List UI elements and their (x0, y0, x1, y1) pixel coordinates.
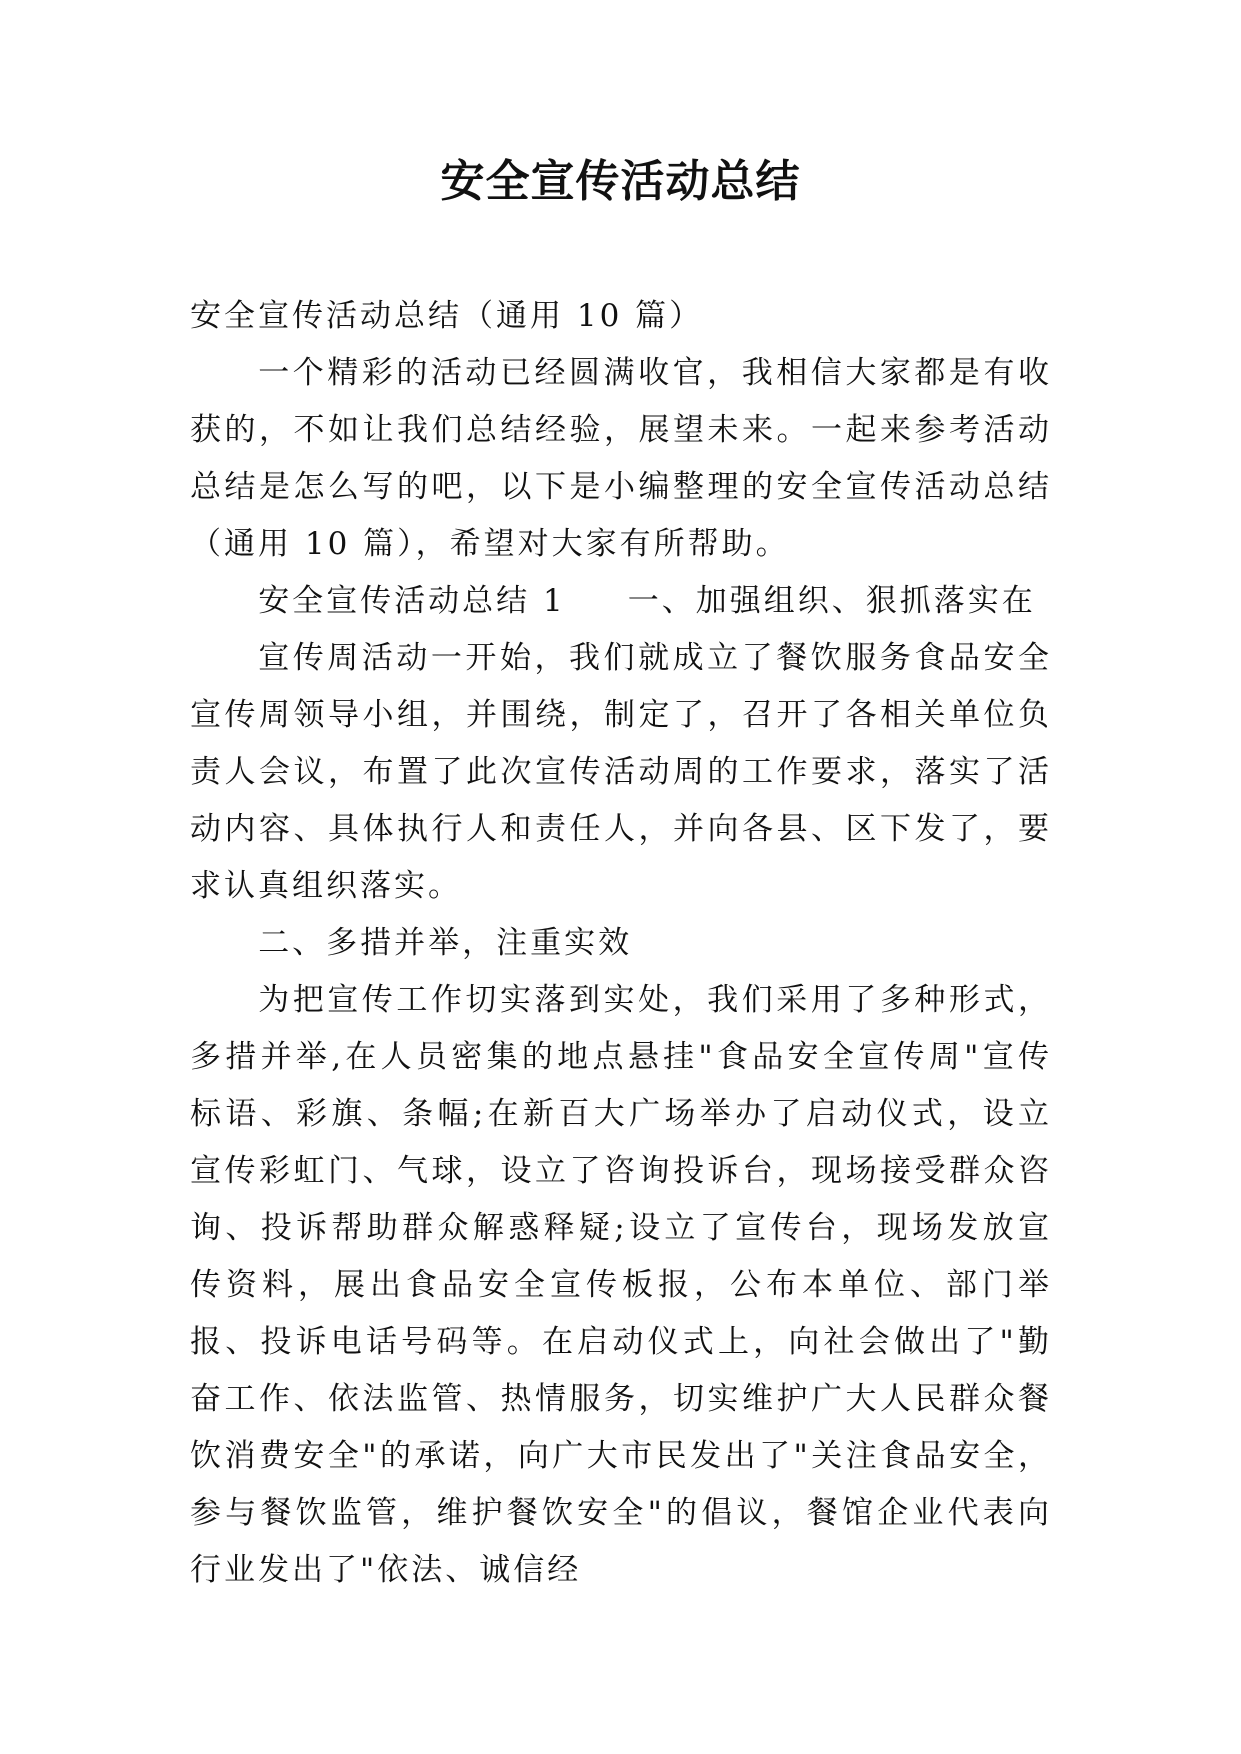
section1-point1: 一、加强组织、狠抓落实在 (627, 583, 1036, 619)
intro-paragraph: 一个精彩的活动已经圆满收官，我相信大家都是有收获的，不如让我们总结经验，展望未来。一起来参考活动总结是怎么写的吧，以下是小编整理的安全宣传活动总结（通用 10 篇），希望对大家有所帮助。 (190, 355, 1052, 562)
section-heading-line (190, 573, 1052, 630)
document-subtitle: 安全宣传活动总结（通用 10 篇） (190, 298, 704, 334)
paragraph-1: 宣传周活动一开始，我们就成立了餐饮服务食品安全宣传周领导小组，并围绕，制定了，召开了各相关单位负责人会议，布置了此次宣传活动周的工作要求，落实了活动内容、具体执行人和责任人，并向各县、区下发了，要求认真组织落实。 (190, 640, 1052, 904)
paragraph-2: 为把宣传工作切实落到实处，我们采用了多种形式，多措并举,在人员密集的地点悬挂"食品安全宣传周"宣传标语、彩旗、条幅;在新百大广场举办了启动仪式，设立宣传彩虹门、气球，设立了咨询投诉台，现场接受群众咨询、投诉帮助群众解惑释疑;设立了宣传台，现场发放宣传资料，展出食品安全宣传板报，公布本单位、部门举报、投诉电话号码等。在启动仪式上，向社会做出了"勤奋工作、依法监管、热情服务，切实维护广大人民群众餐饮消费安全"的承诺，向广大市民发出了"关注食品安全，参与餐饮监管，维护餐饮安全"的倡议，餐馆企业代表向行业发出了"依法、诚信经 (190, 982, 1052, 1588)
document-title: 安全宣传活动总结 (440, 156, 801, 207)
point-2-heading: 二、多措并举，注重实效 (258, 925, 633, 961)
document-body (190, 288, 1052, 1599)
section1-heading: 安全宣传活动总结 1 (258, 583, 566, 619)
